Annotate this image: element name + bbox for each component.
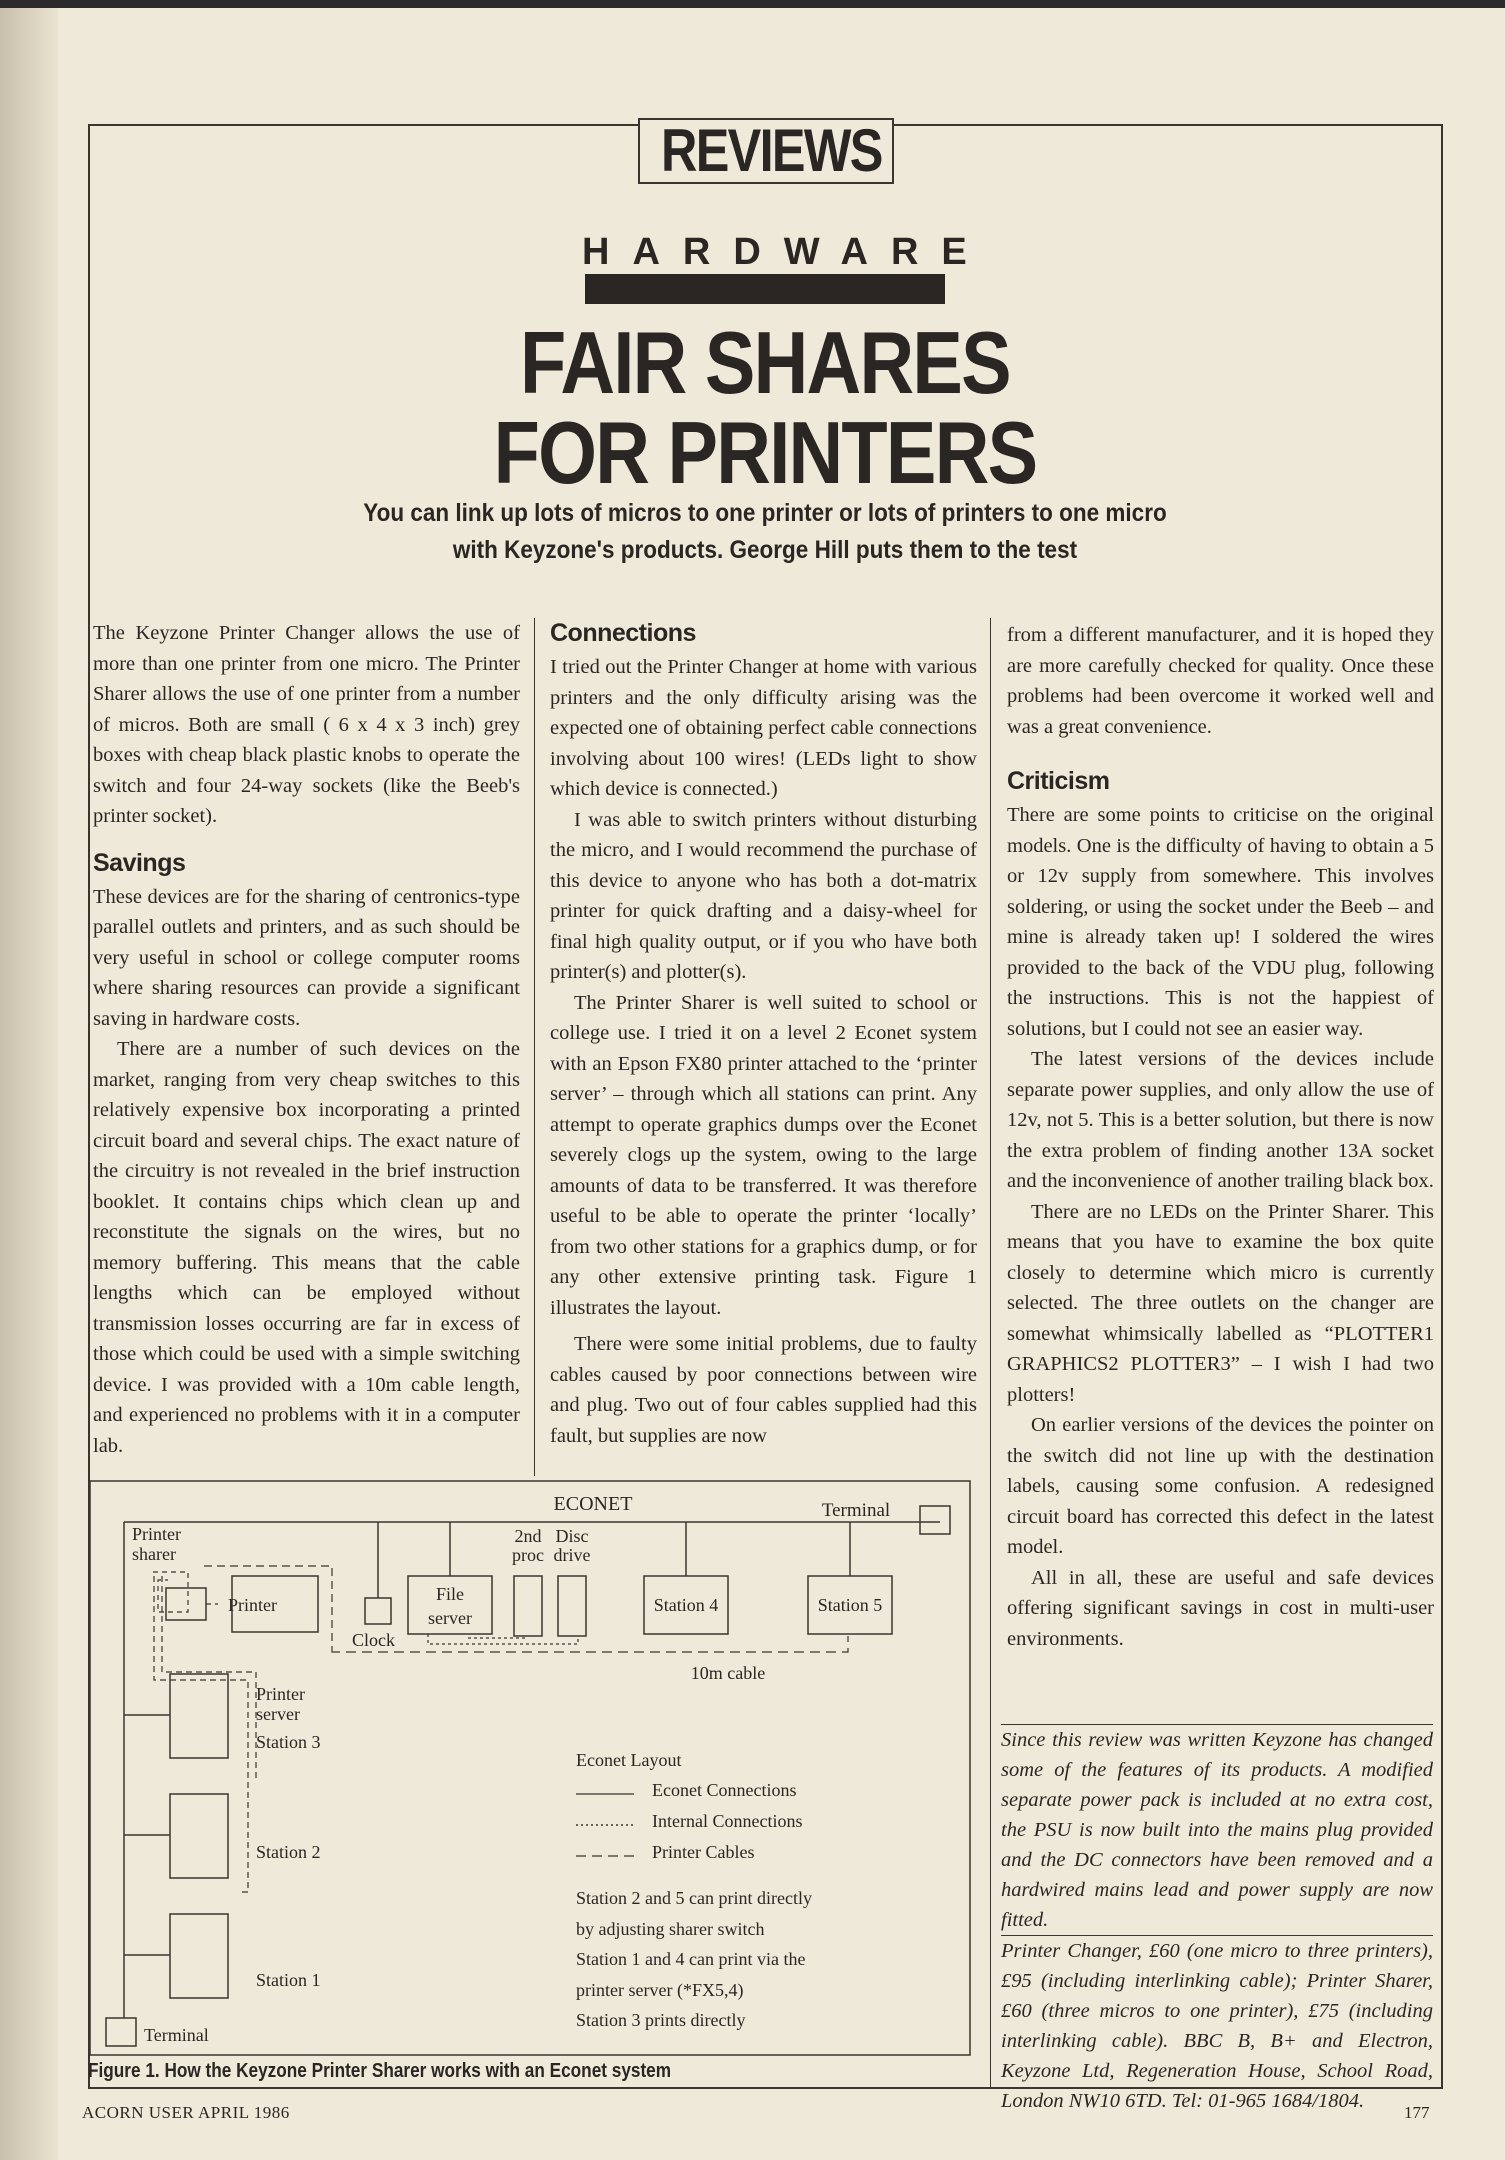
paragraph: There are no LEDs on the Printer Sharer. This means that you have to examine the box quite closely to determine which micro is currently selected. The three outlets on the changer are somewhat whimsically labelled as “PLOTTER1 GRAPHICS2 PLOTTER3” – I wish I had two plotters!: [1007, 1200, 1434, 1406]
paragraph: I was able to switch printers without disturbing the micro, and I would recommend the purchase of this device to anyone who has both a dot-matrix printer for quick drafting and a daisy-wheel for final high quality output, or if you who have both printer(s) and plotter(s).: [550, 808, 977, 983]
reviews-banner: [638, 118, 894, 184]
station3-label: Station 3: [256, 1732, 321, 1752]
station3-box: [170, 1674, 228, 1758]
figure-border: [90, 1481, 970, 2055]
sharer-inner-dashed: [153, 1572, 188, 1612]
headline-line-2: FOR PRINTERS: [493, 403, 1037, 502]
figure-note-3: Station 1 and 4 can print via the: [576, 1949, 806, 1969]
figure-note-1: Station 2 and 5 can print directly: [576, 1888, 812, 1908]
page-number: 177: [1404, 2103, 1430, 2122]
column-3: [1007, 620, 1434, 1654]
clock-box: [365, 1598, 391, 1624]
update-note: [1001, 1724, 1433, 2116]
legend-internal: Internal Connections: [652, 1811, 803, 1831]
figure-note-5: Station 3 prints directly: [576, 2010, 746, 2030]
station2-label: Station 2: [256, 1842, 321, 1862]
figure-note-4: printer server (*FX5,4): [576, 1980, 744, 2000]
standfirst-line-1: You can link up lots of micros to one printer or lots of printers to one micro: [363, 499, 1167, 527]
paragraph: All in all, these are useful and safe devices offering significant savings in cost in multi-user environments.: [1007, 1566, 1434, 1650]
second-proc-box: [514, 1576, 542, 1636]
second-proc-label-1: 2nd: [514, 1526, 542, 1546]
standfirst-line-2: with Keyzone's products. George Hill puts them to the test: [452, 536, 1078, 564]
station2-box: [170, 1794, 228, 1878]
paragraph: On earlier versions of the devices the pointer on the switch did not line up with the destination labels, causing some confusion. A redesigned circuit board has corrected this defect in the latest model.: [1007, 1414, 1434, 1558]
printer-sharer-label-1: Printer: [132, 1524, 181, 1544]
clock-label: Clock: [352, 1630, 395, 1650]
legend-econet: Econet Connections: [652, 1780, 797, 1800]
disc-drive-label-1: Disc: [555, 1526, 589, 1546]
paragraph: The Printer Sharer is well suited to school or college use. I tried it on a level 2 Econet system with an Epson FX80 printer attached to the ‘printer server’ – through which all stations can print. Any attempt to operate graphics dumps over the Econet severely clogs up the system, owing to the large amounts of data to be transferred. It was therefore useful to be able to operate the printer ‘locally’ from two other stations for a graphics dump, or for any other extensive printing task. Figure 1 illustrates the layout.: [550, 991, 977, 1319]
station5-label: Station 5: [817, 1595, 883, 1615]
disc-drive-box: [558, 1576, 586, 1636]
headline: [365, 313, 1165, 502]
printer-server-label-1: Printer: [256, 1684, 305, 1704]
paragraph: There are a number of such devices on the market, ranging from very cheap switches to this relatively expensive box incorporating a printed circuit board and several chips. The exact nature of the circuitry is not revealed in the brief instruction booklet. It contains chips which clean up and reconstitute the signals on the wires, but no memory buffering. This means that the cable lengths which can be employed without transmission losses occurring are far in excess of those which could be used with a simple switching device. I was provided with a 10m cable length, and experienced no problems with it in a computer lab.: [93, 1038, 520, 1457]
paragraph: There are some points to criticise on the original models. One is the difficulty of having to obtain a 5 or 12v supply from somewhere. This involves soldering, or using the socket under the Beeb – and mine is already taken up! I soldered the wires provided to the back of the VDU plug, following the instructions. This is not the happiest of solutions, but I could not see an easier way.: [1007, 804, 1434, 1040]
standfirst: [329, 495, 1202, 569]
page-spine-shadow: [0, 0, 58, 2160]
file-server-label-2: server: [428, 1608, 472, 1628]
cable-label: 10m cable: [690, 1663, 766, 1683]
section-bar: [585, 274, 945, 304]
station4-label: Station 4: [653, 1595, 719, 1615]
printer-server-label-2: server: [256, 1704, 300, 1724]
subheading-connections: Connections: [550, 619, 696, 647]
section-label: HARDWARE: [582, 231, 990, 273]
paragraph: The Keyzone Printer Changer allows the use of more than one printer from one micro. The Printer Sharer allows the use of one printer from a number of micros. Both are small ( 6 x 4 x 3 inch) grey boxes with cheap black plastic knobs to operate the switch and four 24-way sockets (like the Beeb's printer socket).: [93, 622, 520, 827]
station1-label: Station 1: [256, 1970, 321, 1990]
terminal-bottom-box: [106, 2018, 136, 2046]
figure-1: [88, 1480, 974, 2060]
legend-title: Econet Layout: [576, 1750, 682, 1770]
figure-caption: Figure 1. How the Keyzone Printer Sharer works with an Econet system: [88, 2060, 672, 2082]
terminal-bottom-label: Terminal: [144, 2025, 209, 2045]
printer-sharer-label-2: sharer: [132, 1544, 176, 1564]
column-rule: [990, 618, 991, 2088]
econet-label: ECONET: [553, 1493, 633, 1515]
reviews-label: REVIEWS: [661, 117, 882, 184]
econet-diagram: [88, 1480, 974, 2060]
figure-note-2: by adjusting sharer switch: [576, 1919, 765, 1939]
column-2: [550, 616, 977, 1451]
column-1: [93, 618, 520, 1461]
headline-line-1: FAIR SHARES: [520, 313, 1010, 412]
scan-top-edge: [0, 0, 1505, 8]
paragraph: I tried out the Printer Changer at home with various printers and the only difficulty arising was the expected one of obtaining perfect cable connections involving about 100 wires! (LEDs light to show which device is connected.): [550, 656, 977, 800]
subheading-savings: Savings: [93, 848, 186, 877]
second-proc-label-2: proc: [512, 1545, 544, 1565]
file-server-label-1: File: [435, 1584, 465, 1604]
paragraph: These devices are for the sharing of centronics-type parallel outlets and printers, and as such should be very useful in school or college computer rooms where sharing resources can provide a significant saving in hardware costs.: [93, 885, 520, 1030]
legend-cables: Printer Cables: [652, 1842, 755, 1862]
paragraph: from a different manufacturer, and it is hoped they are more carefully checked for quality. Once these problems had been overcome it worked well and was a great convenience.: [1007, 624, 1434, 738]
disc-drive-label-2: drive: [553, 1545, 591, 1565]
paragraph: There were some initial problems, due to faulty cables caused by poor connections between wire and plug. Two out of four cables supplied had this fault, but supplies are now: [550, 1333, 977, 1447]
footer-magazine: ACORN USER APRIL 1986: [82, 2103, 290, 2122]
terminal-top-box: [920, 1506, 950, 1534]
column-rule: [534, 618, 535, 1476]
paragraph: The latest versions of the devices include separate power supplies, and only allow the use of 12v, not 5. This is a better solution, but there is now the extra problem of finding another 13A socket and the inconvenience of another trailing black box.: [1007, 1048, 1434, 1192]
terminal-top-label: Terminal: [821, 1500, 891, 1521]
subheading-criticism: Criticism: [1007, 767, 1110, 795]
sharer-box: [166, 1588, 206, 1620]
internal-connections: [428, 1634, 578, 1644]
station1-box: [170, 1914, 228, 1998]
printer-label: Printer: [228, 1595, 277, 1615]
ten-metre-cable: [332, 1636, 848, 1652]
note-text: Since this review was written Keyzone has changed some of the features of its products. A modified separate power pack is included at no extra cost, the PSU is now built into the mains plug provided and the DC connectors have been removed and a hardwired mains lead and power supply are now fitted.: [1001, 1729, 1433, 1931]
printer-cable-dashed: [154, 1576, 248, 1892]
pricing-text: Printer Changer, £60 (one micro to three printers), £95 (including interlinking cable); Printer Sharer, £60 (three micros to one printer), £75 (including interlinking cable). BBC B, B+ and Electron, Keyzone Ltd, Regeneration House, School Road, London NW10 6TD. Tel: 01-965 1684/1804.: [1001, 1940, 1433, 2112]
